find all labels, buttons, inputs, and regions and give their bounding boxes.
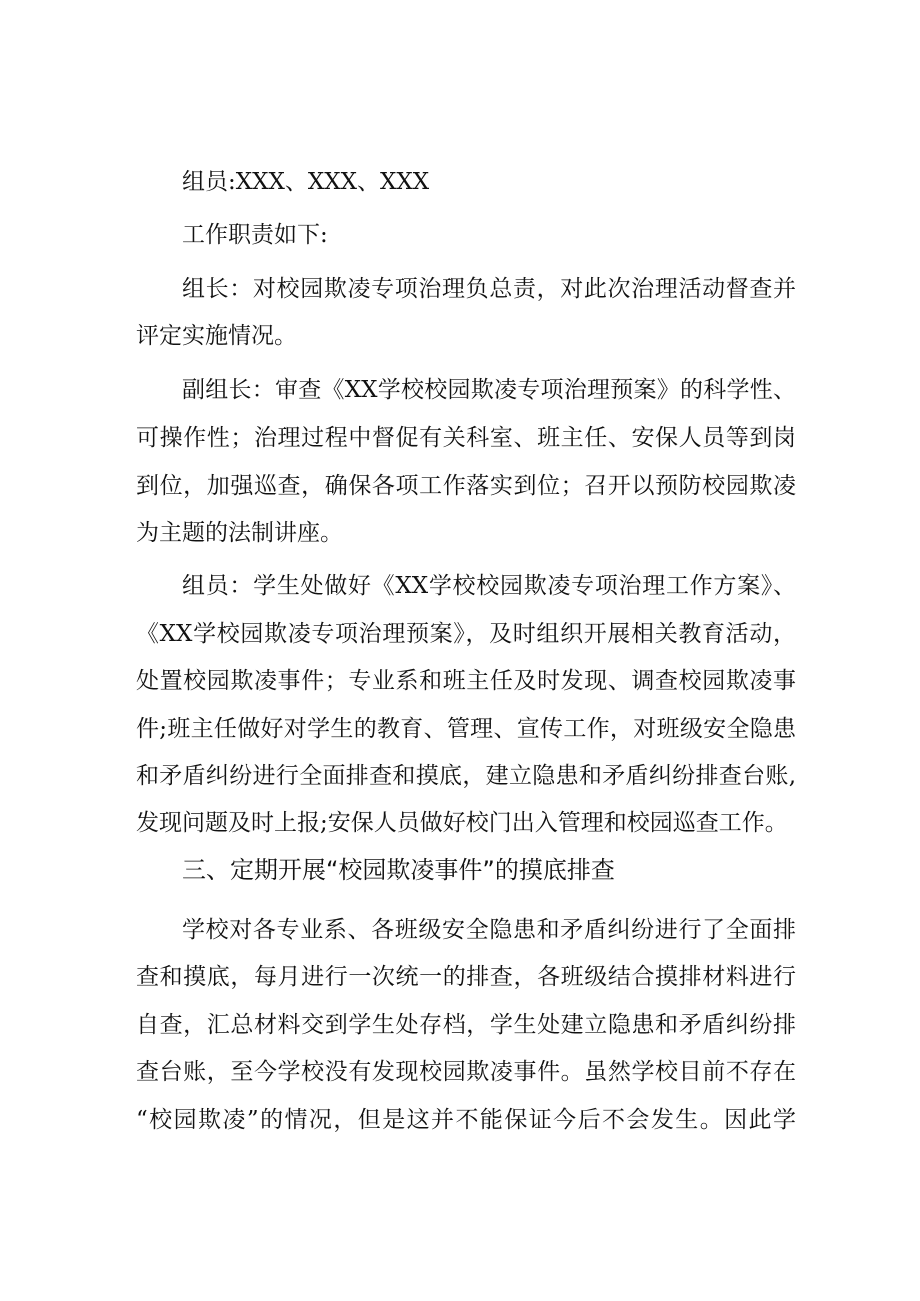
members-line: 组员:XXX、XXX、XXX: [182, 169, 430, 195]
member-duty-line-6: 发现问题及时上报;安保人员做好校门出入管理和校园巡查工作。: [136, 810, 788, 836]
duties-intro: 工作职责如下:: [182, 222, 328, 248]
body-line-5: “校园欺凌”的情况，但是这并不能保证今后不会发生。因此学: [136, 1107, 796, 1133]
member-duty-line-4: 件;班主任做好对学生的教育、管理、宣传工作，对班级安全隐患: [136, 716, 796, 742]
section-heading: 三、定期开展“校园欺凌事件”的摸底排查: [182, 856, 615, 884]
deputy-duty-line-4: 为主题的法制讲座。: [136, 520, 343, 546]
leader-duty-line-2: 评定实施情况。: [136, 323, 297, 349]
body-line-4: 查台账，至今学校没有发现校园欺凌事件。虽然学校目前不存在: [136, 1059, 796, 1085]
leader-duty-line-1: 组长：对校园欺凌专项治理负总责，对此次治理活动督查并: [182, 276, 796, 302]
body-line-3: 自查，汇总材料交到学生处存档，学生处建立隐患和矛盾纠纷排: [136, 1012, 796, 1038]
deputy-duty-line-1: 副组长：审查《XX学校校园欺凌专项治理预案》的科学性、: [182, 377, 796, 403]
member-duty-line-5: 和矛盾纠纷进行全面排查和摸底，建立隐患和矛盾纠纷排查台账,: [136, 763, 796, 789]
member-duty-line-1: 组员：学生处做好《XX学校校园欺凌专项治理工作方案》、: [182, 573, 796, 599]
deputy-duty-line-2: 可操作性；治理过程中督促有关科室、班主任、安保人员等到岗: [136, 425, 796, 451]
body-line-1: 学校对各专业系、各班级安全隐患和矛盾纠纷进行了全面排: [182, 917, 796, 943]
body-line-2: 查和摸底，每月进行一次统一的排查，各班级结合摸排材料进行: [136, 964, 796, 990]
member-duty-line-3: 处置校园欺凌事件；专业系和班主任及时发现、调查校园欺凌事: [136, 668, 796, 694]
member-duty-line-2: 《XX学校园欺凌专项治理预案》，及时组织开展相关教育活动，: [136, 621, 796, 647]
deputy-duty-line-3: 到位，加强巡查，确保各项工作落实到位；召开以预防校园欺凌: [136, 473, 796, 499]
